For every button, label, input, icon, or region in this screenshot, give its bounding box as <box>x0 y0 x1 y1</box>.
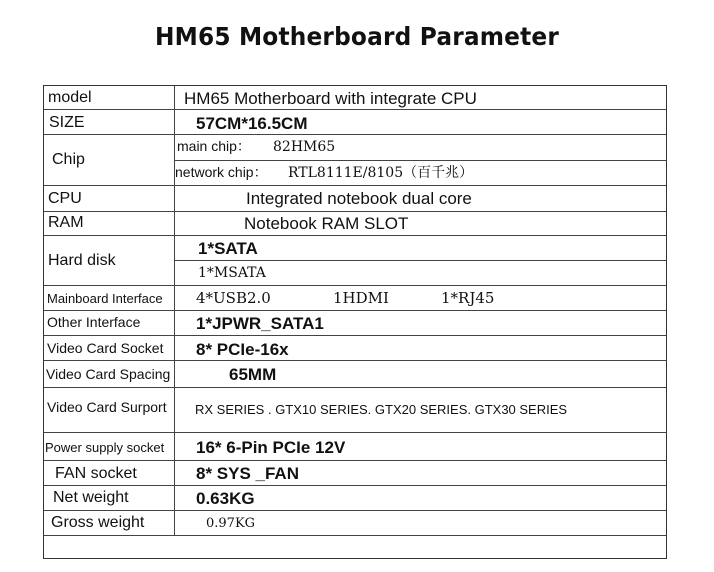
label-chip: Chip <box>52 151 85 168</box>
value-net-weight: 0.63KG <box>196 489 255 508</box>
value-fan-socket: 8* SYS _FAN <box>196 464 299 483</box>
column-divider <box>174 86 175 535</box>
row-divider <box>44 235 666 236</box>
value-hdmi: 1HDMI <box>333 289 389 307</box>
label-other-interface: Other Interface <box>47 314 141 330</box>
row-divider <box>174 160 666 161</box>
row-divider <box>44 285 666 286</box>
row-divider <box>44 335 666 336</box>
row-divider <box>44 460 666 461</box>
parameter-table <box>43 85 667 559</box>
label-fan-socket: FAN socket <box>55 465 137 482</box>
value-network-chip: RTL8111E/8105（百千兆） <box>288 165 474 181</box>
row-divider <box>44 535 666 536</box>
value-main-chip: 82HM65 <box>273 139 336 155</box>
label-ram: RAM <box>48 214 84 231</box>
value-ram: Notebook RAM SLOT <box>244 214 409 233</box>
row-divider <box>44 310 666 311</box>
value-video-card-support: RX SERIES . GTX10 SERIES. GTX20 SERIES. GTX30 SERIES <box>195 402 568 417</box>
label-power-supply-socket: Power supply socket <box>45 440 165 455</box>
label-video-card-support: Video Card Surport <box>47 399 167 415</box>
label-video-card-socket: Video Card Socket <box>47 340 164 356</box>
label-video-card-spacing: Video Card Spacing <box>46 366 171 382</box>
value-video-card-spacing: 65MM <box>229 365 277 384</box>
label-gross-weight: Gross weight <box>51 514 145 531</box>
row-divider <box>44 185 666 186</box>
row-divider <box>44 211 666 212</box>
value-model: HM65 Motherboard with integrate CPU <box>184 89 477 108</box>
label-hard-disk: Hard disk <box>48 252 116 269</box>
row-divider <box>44 485 666 486</box>
value-gross-weight: 0.97KG <box>206 516 256 531</box>
value-video-card-socket: 8* PCIe-16x <box>196 340 289 359</box>
value-power-supply-socket: 16* 6-Pin PCIe 12V <box>196 438 346 457</box>
label-main-chip: main chip： <box>177 138 251 154</box>
label-network-chip: network chip： <box>175 164 268 180</box>
label-net-weight: Net weight <box>53 489 129 506</box>
value-hard-disk-1: 1*SATA <box>198 239 258 258</box>
label-model: model <box>48 89 92 106</box>
value-other-interface: 1*JPWR_SATA1 <box>196 314 324 333</box>
value-cpu: Integrated notebook dual core <box>246 189 472 208</box>
row-divider <box>44 360 666 361</box>
value-usb: 4*USB2.0 <box>196 289 271 307</box>
page-title: HM65 Motherboard Parameter <box>154 22 559 51</box>
label-mainboard-interface: Mainboard Interface <box>47 291 163 306</box>
row-divider <box>44 387 666 388</box>
row-divider <box>44 134 666 135</box>
row-divider <box>44 432 666 433</box>
label-cpu: CPU <box>48 190 82 207</box>
value-rj45: 1*RJ45 <box>441 289 495 307</box>
value-hard-disk-2: 1*MSATA <box>198 265 266 281</box>
label-size: SIZE <box>49 114 85 131</box>
value-size: 57CM*16.5CM <box>196 114 308 133</box>
row-divider <box>44 109 666 110</box>
row-divider <box>174 260 666 261</box>
row-divider <box>44 510 666 511</box>
